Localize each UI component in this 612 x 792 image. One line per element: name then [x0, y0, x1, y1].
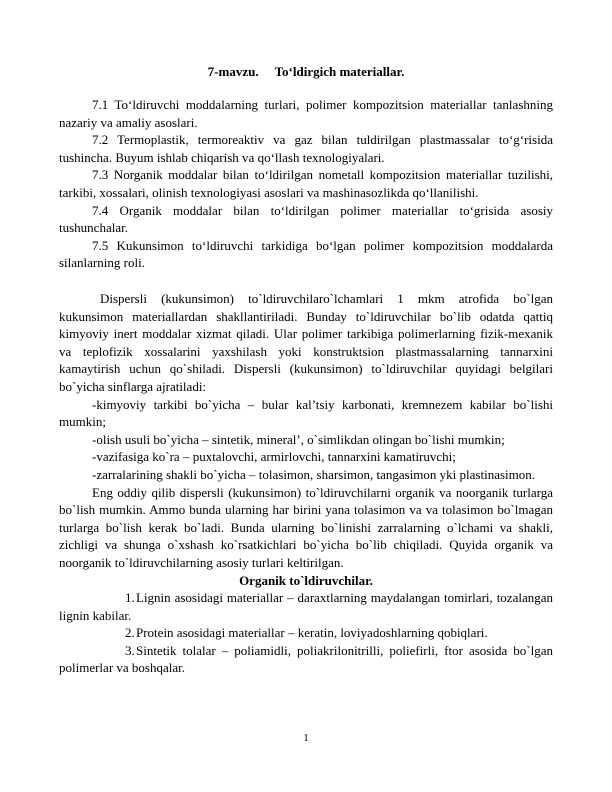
- main-body: [59, 290, 553, 677]
- plan-item: 7.2 Termoplastik, termoreaktiv va gaz bilan tuldirilgan plastmassalar to‘g‘risida tushincha. Buyum ishlab chiqarish va qo‘llash texnologiyalari.: [59, 132, 553, 165]
- organic-item-number: 3.: [125, 642, 135, 658]
- class-item: -kimyoviy tarkibi bo`yicha – bular kal’tsiy karbonati, kremnezem kabilar bo`lishi mumkin;: [59, 396, 553, 430]
- body-paragraph: Eng oddiy qilib dispersli (kukunsimon) to`ldiruvchilarni organik va noorganik turlarga bo`lish mumkin. Ammo bunda ularning har birini yana tolasimon va va tolasimon bo`lmagan turlarga bo`lish kerak bo`ladi. Bunda ularning bo`linishi zarralarning o`lchami va shakli, zichligi va shunga o`xshash ko`rsatkichlari bo`yicha bo`lib chiqiladi. Quyida organik va noorganik to`ldiruvchilarning asosiy turlari keltirilgan.: [59, 484, 553, 570]
- organic-item-number: 1.: [125, 590, 135, 606]
- plan-item: 7.4 Organik moddalar bilan to‘ldirilgan polimer materiallar to‘grisida asosiy tushunchalar.: [59, 202, 553, 236]
- class-item: -zarralarining shakli bo`yicha – tolasimon, sharsimon, tangasimon yki plastinasimon.: [92, 466, 535, 482]
- organic-item-text: Protein asosidagi materiallar – keratin, loviyadoshlarning qobiqlari.: [136, 625, 488, 641]
- intro-paragraph: Dispersli (kukunsimon) to`ldiruvchilaro`lchamlari 1 mkm atrofida bo`lgan kukunsimon materiallardan shakllantiriladi. Bunday to`ldiruvchilar bo`lib odatda qattiq kimyoviy inert moddalar xizmat qiladi. Ular polimer tarkibiga polimerlarning fizik-mexanik va teplofizik xossalarini yaxshilash yoki konstruktsion plastmassalarning tannarxini kamaytirish uchun qo`shiladi. Dispersli (kukunsimon) to`ldiruvchilar quyidagi belgilari bo`yicha sinflarga ajratiladi:: [59, 291, 553, 394]
- organic-item: [59, 589, 553, 624]
- page-title: 7-mavzu. To‘ldirgich materiallar.: [207, 64, 405, 79]
- plan-item: 7.1 To‘ldiruvchi moddalarning turlari, polimer kompozitsion materiallar tanlashning nazariy va amaliy asoslari.: [59, 97, 553, 130]
- plan-item: 7.5 Kukunsimon to‘ldiruvchi tarkidiga bo‘lgan polimer kompozitsion moddalarda silanlarning roli.: [59, 237, 553, 271]
- section-subtitle: Organik to`ldiruvchilar.: [239, 572, 373, 588]
- class-item: -vazifasiga ko`ra – puxtalovchi, armirlovchi, tannarxini kamatiruvchi;: [92, 449, 456, 465]
- plan-item: 7.3 Norganik moddalar bilan to‘ldirilgan nometall kompozitsion materiallar tuzilishi, tarkibi, xossalari, olinish texnologiyasi asoslari va mashinasozlikda qo‘llanilishi.: [59, 167, 553, 200]
- organic-item-text: Lignin asosidagi materiallar – daraxtlarning maydalangan tomirlari, tozalangan lignin kabilar.: [59, 590, 553, 623]
- organic-item: [59, 642, 553, 677]
- topic-plan: [59, 96, 553, 272]
- organic-item: [59, 624, 553, 642]
- organic-item-text: Sintetik tolalar – poliamidli, poliakrilonitrilli, poliefirli, ftor asosida bo`lgan polimerlar va boshqalar.: [59, 642, 553, 676]
- class-item: -olish usuli bo`yicha – sintetik, mineral’, o`simlikdan olingan bo`lishi mumkin;: [92, 431, 505, 447]
- page-number: 1: [303, 732, 309, 744]
- organic-item-number: 2.: [125, 625, 135, 641]
